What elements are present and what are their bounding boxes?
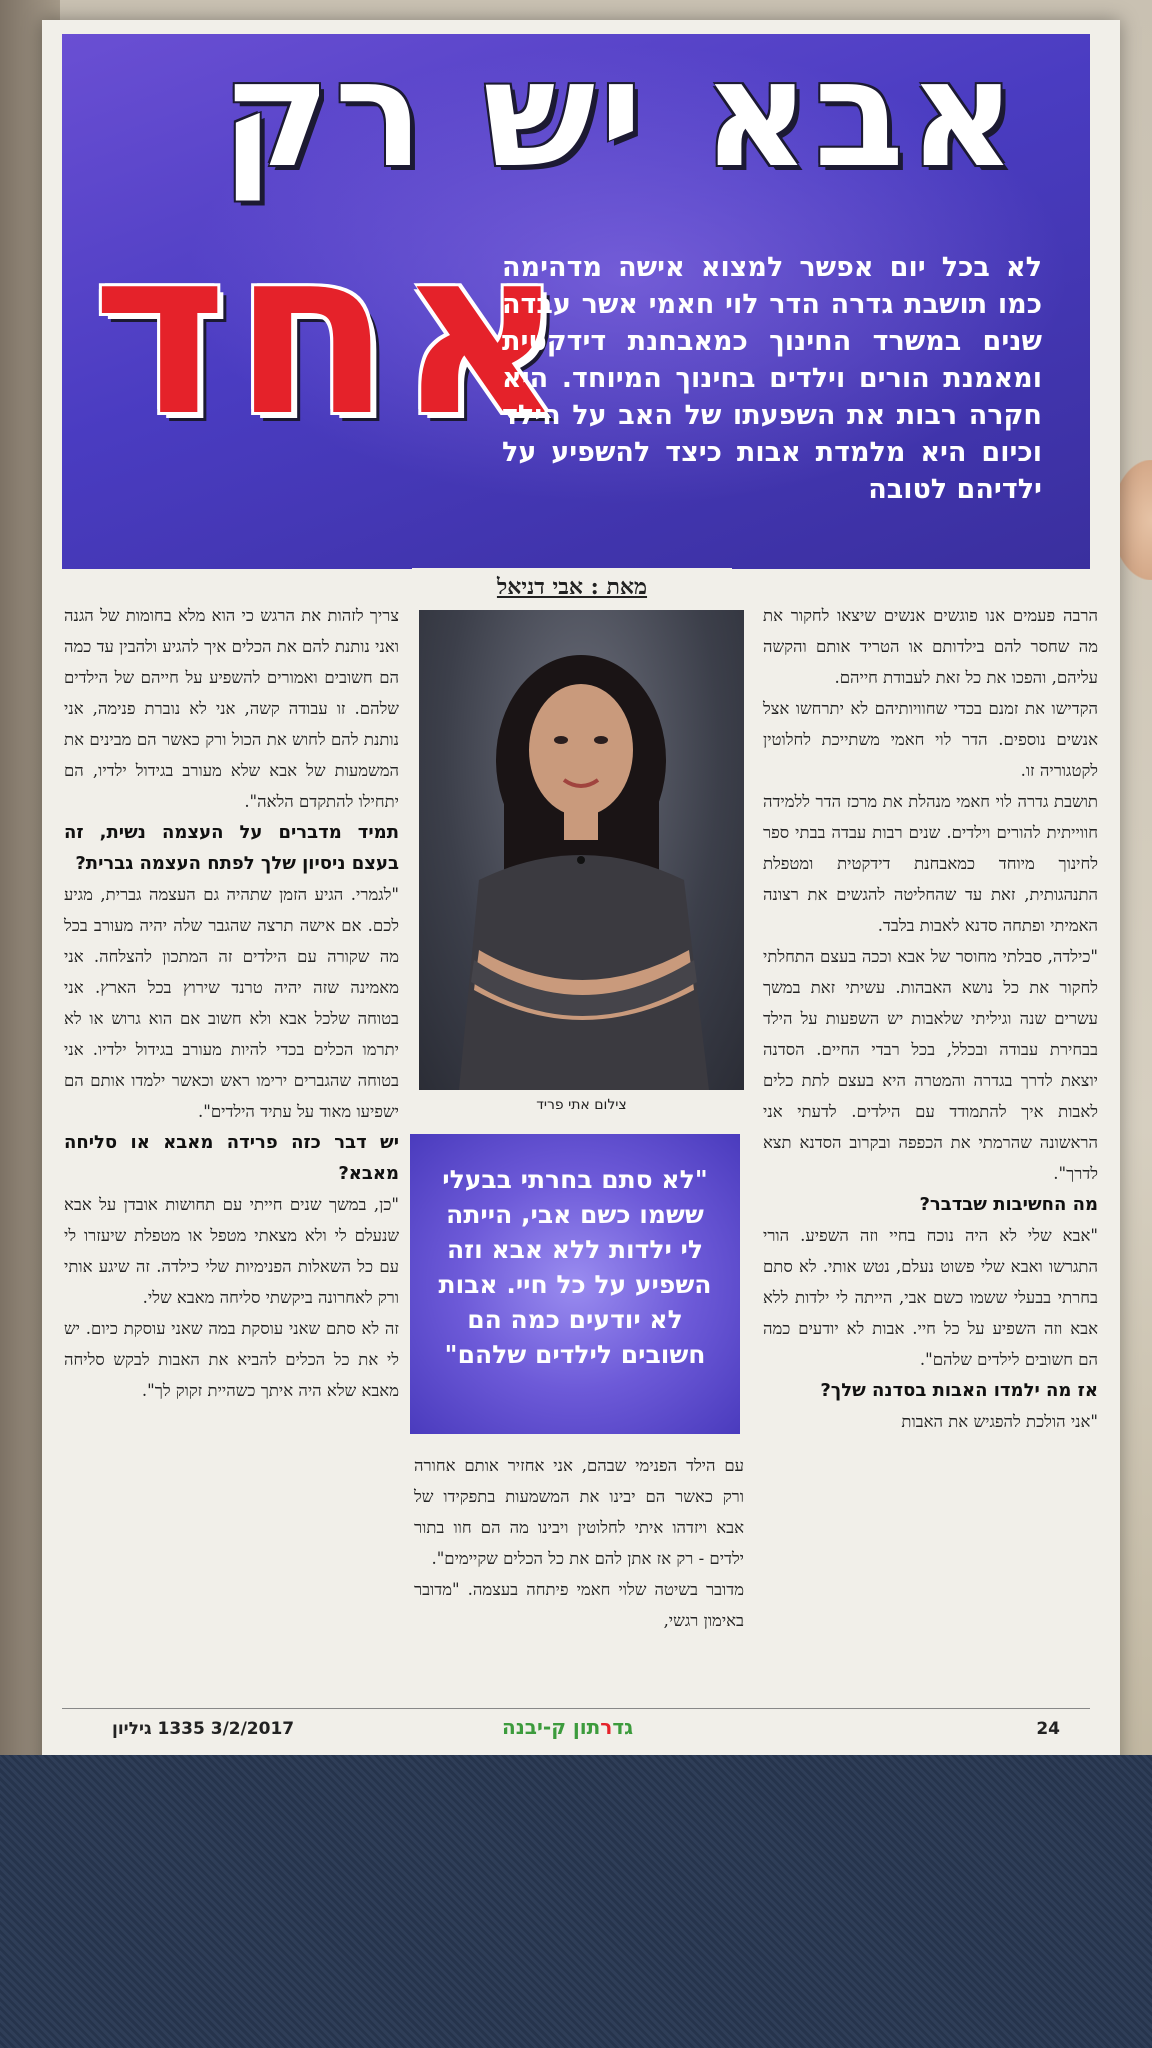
photo-credit: צילום אתי פריד — [419, 1092, 744, 1118]
logo-text-accent: ר — [600, 1715, 613, 1739]
page-number: 24 — [1036, 1719, 1060, 1739]
article-paragraph: מדובר בשיטה שלוי חאמי פיתחה בעצמה. "מדובר באימון רגשי, — [414, 1580, 744, 1630]
article-paragraph: "כן, במשך שנים חייתי עם תחושות אובדן על אבא שנעלם לי ולא מצאתי מטפל או מטפלת שיעזרו לי עם כל השאלות הפנימיות שלי כילדה. זה שיגע אותי ורק לאחרונה ביקשתי סליחה מאבא שלי. — [64, 1195, 399, 1307]
headline-line-1: אבא יש רק — [221, 34, 1020, 200]
interview-question: תמיד מדברים על העצמה נשית, זה בעצם ניסיון שלך לפתח העצמה גברית? — [64, 822, 399, 874]
byline: מאת : אבי דניאל — [412, 568, 732, 606]
publication-logo — [502, 1715, 633, 1739]
interview-question: מה החשיבות שבדבר? — [919, 1194, 1098, 1215]
article-column-middle — [414, 1450, 744, 1636]
article-paragraph: הרבה פעמים אנו פוגשים אנשים שיצאו לחקור את מה שחסר להם בילדותם או הטריד אותם והקשה עליהם, והפכו את כל זאת לעבודת חייהם. — [763, 606, 1098, 687]
headline-banner — [62, 34, 1090, 569]
article-paragraph: "לגמרי. הגיע הזמן שתהיה גם העצמה גברית, מגיע לכם. אם אישה תרצה שהגבר שלה יהיה מעורב בכל מה שקורה עם הילדים זה המתכון להצלחה. אני מאמינה שזה יהיה טרנד שירוץ בכל הארץ. אני בטוחה שלכל אבא ולא חשוב אם הוא גרוש או לא יתרמו הכלים בכדי להיות מעורב בגידול ילדיו. אני בטוחה שהגברים ירימו ראש וכאשר ילמדו אותם הם ישפיעו מאוד על עתיד הילדים". — [64, 885, 399, 1121]
article-paragraph: צריך לזהות את הרגש כי הוא מלא בחומות של הגנה ואני נותנת להם את הכלים איך להגיע ולהבין עד כמה הם חשובים ואמורים להשפיע על חייהם של הילדים שלהם. זו עבודה קשה, אני לא נוברת פנימה, אני נותנת להם לחוש את הכול ורק כאשר הם מבינים את המשמעות של אבא שלא מעורב בגידול ילדיו, הם יתחילו להתקדם הלאה". — [64, 606, 399, 811]
article-paragraph: תושבת גדרה לוי חאמי מנהלת את מרכז הדר ללמידה חווייתית להורים וילדים. שנים רבות עבדה בבתי ספר לחינוך מיוחד כמאבחנת דידקטית ומטפלת התנהגותית, זאת עד שהחליטה להגשים את רצונה האמיתי ופתחה סדנא לאבות בלבד. — [763, 792, 1098, 935]
interview-question: אז מה ילמדו האבות בסדנה שלך? — [820, 1380, 1098, 1401]
portrait-illustration — [419, 610, 744, 1090]
page-footer — [62, 1708, 1090, 1749]
pull-quote: "לא סתם בחרתי בבעלי ששמו כשם אבי, הייתה לי ילדות ללא אבא וזה השפיע על כל חיי. אבות לא יודעים כמה הם חשובים לילדים שלהם" — [410, 1134, 740, 1434]
portrait-photo — [419, 610, 744, 1090]
magazine-page — [42, 20, 1120, 1775]
headline-line-2: אחד — [92, 200, 571, 467]
logo-text-part-1: גד — [612, 1715, 634, 1739]
background-jeans — [0, 1755, 1152, 2048]
article-paragraph: זה לא סתם שאני עוסקת במה שאני עוסקת כיום. יש לי את כל הכלים להביא את האבות לבקש סליחה מאבא שלא היה איתך כשהיית זקוק לך". — [64, 1319, 399, 1400]
article-paragraph: הקדישו את זמנם בכדי שחוויותיהם לא יתרחשו אצל אנשים נוספים. הדר לוי חאמי משתייכת לחלוטין לקטגוריה זו. — [763, 699, 1098, 780]
article-paragraph: "כילדה, סבלתי מחוסר של אבא וככה בעצם התחלתי לחקור את כל נושא האבהות. עשיתי זאת במשך עשרים שנה וגיליתי שלאבות יש השפעות על הילד בבחירת עבודה ובכלל, בכל רבדי החיים. הסדנה יוצאת לדרך בגדרה והמטרה היא בעצם לתת כלים לאבות איך להתמודד עם הילדים. לדעתי אני הראשונה שהרמתי את הכפפה ובקרוב הסדנא תצא לדרך". — [763, 947, 1098, 1183]
article-paragraph: "אני הולכת להפגיש את האבות — [901, 1412, 1098, 1431]
logo-text-part-2: תון ק-יבנה — [502, 1715, 601, 1739]
article-column-left — [64, 600, 399, 1406]
article-paragraph: "אבא שלי לא היה נוכח בחיי וזה השפיע. הורי התגרשו ואבא שלי פשוט נעלם, נטש אותי. לא סתם בחרתי בבעלי ששמו כשם אבי, הייתה לי ילדות ללא אבא וזה השפיע על כל חיי. אבות לא יודעים כמה הם חשובים לילדים שלהם". — [763, 1226, 1098, 1369]
issue-info: 3/2/2017 1335 גיליון — [112, 1719, 295, 1739]
interview-question: יש דבר כזה פרידה מאבא או סליחה מאבא? — [64, 1132, 399, 1184]
article-paragraph: עם הילד הפנימי שבהם, אני אחזיר אותם אחורה ורק כאשר הם יבינו את המשמעות בתפקידו של אבא ויזדהו איתי לחלוטין ויבינו מה הם חוו בתור ילדים - רק אז אתן להם את כל הכלים שקיימים". — [414, 1456, 744, 1568]
article-column-right — [763, 600, 1098, 1437]
intro-paragraph: לא בכל יום אפשר למצוא אישה מדהימה כמו תושבת גדרה הדר לוי חאמי אשר עבדה שנים במשרד החינוך כמאבחנת דידקטית ומאמנת הורים וילדים בחינוך המיוחד. היא חקרה רבות את השפעתו של האב על הילד וכיום היא מלמדת אבות כיצד להשפיע על ילדיהם לטובה — [502, 252, 1042, 505]
